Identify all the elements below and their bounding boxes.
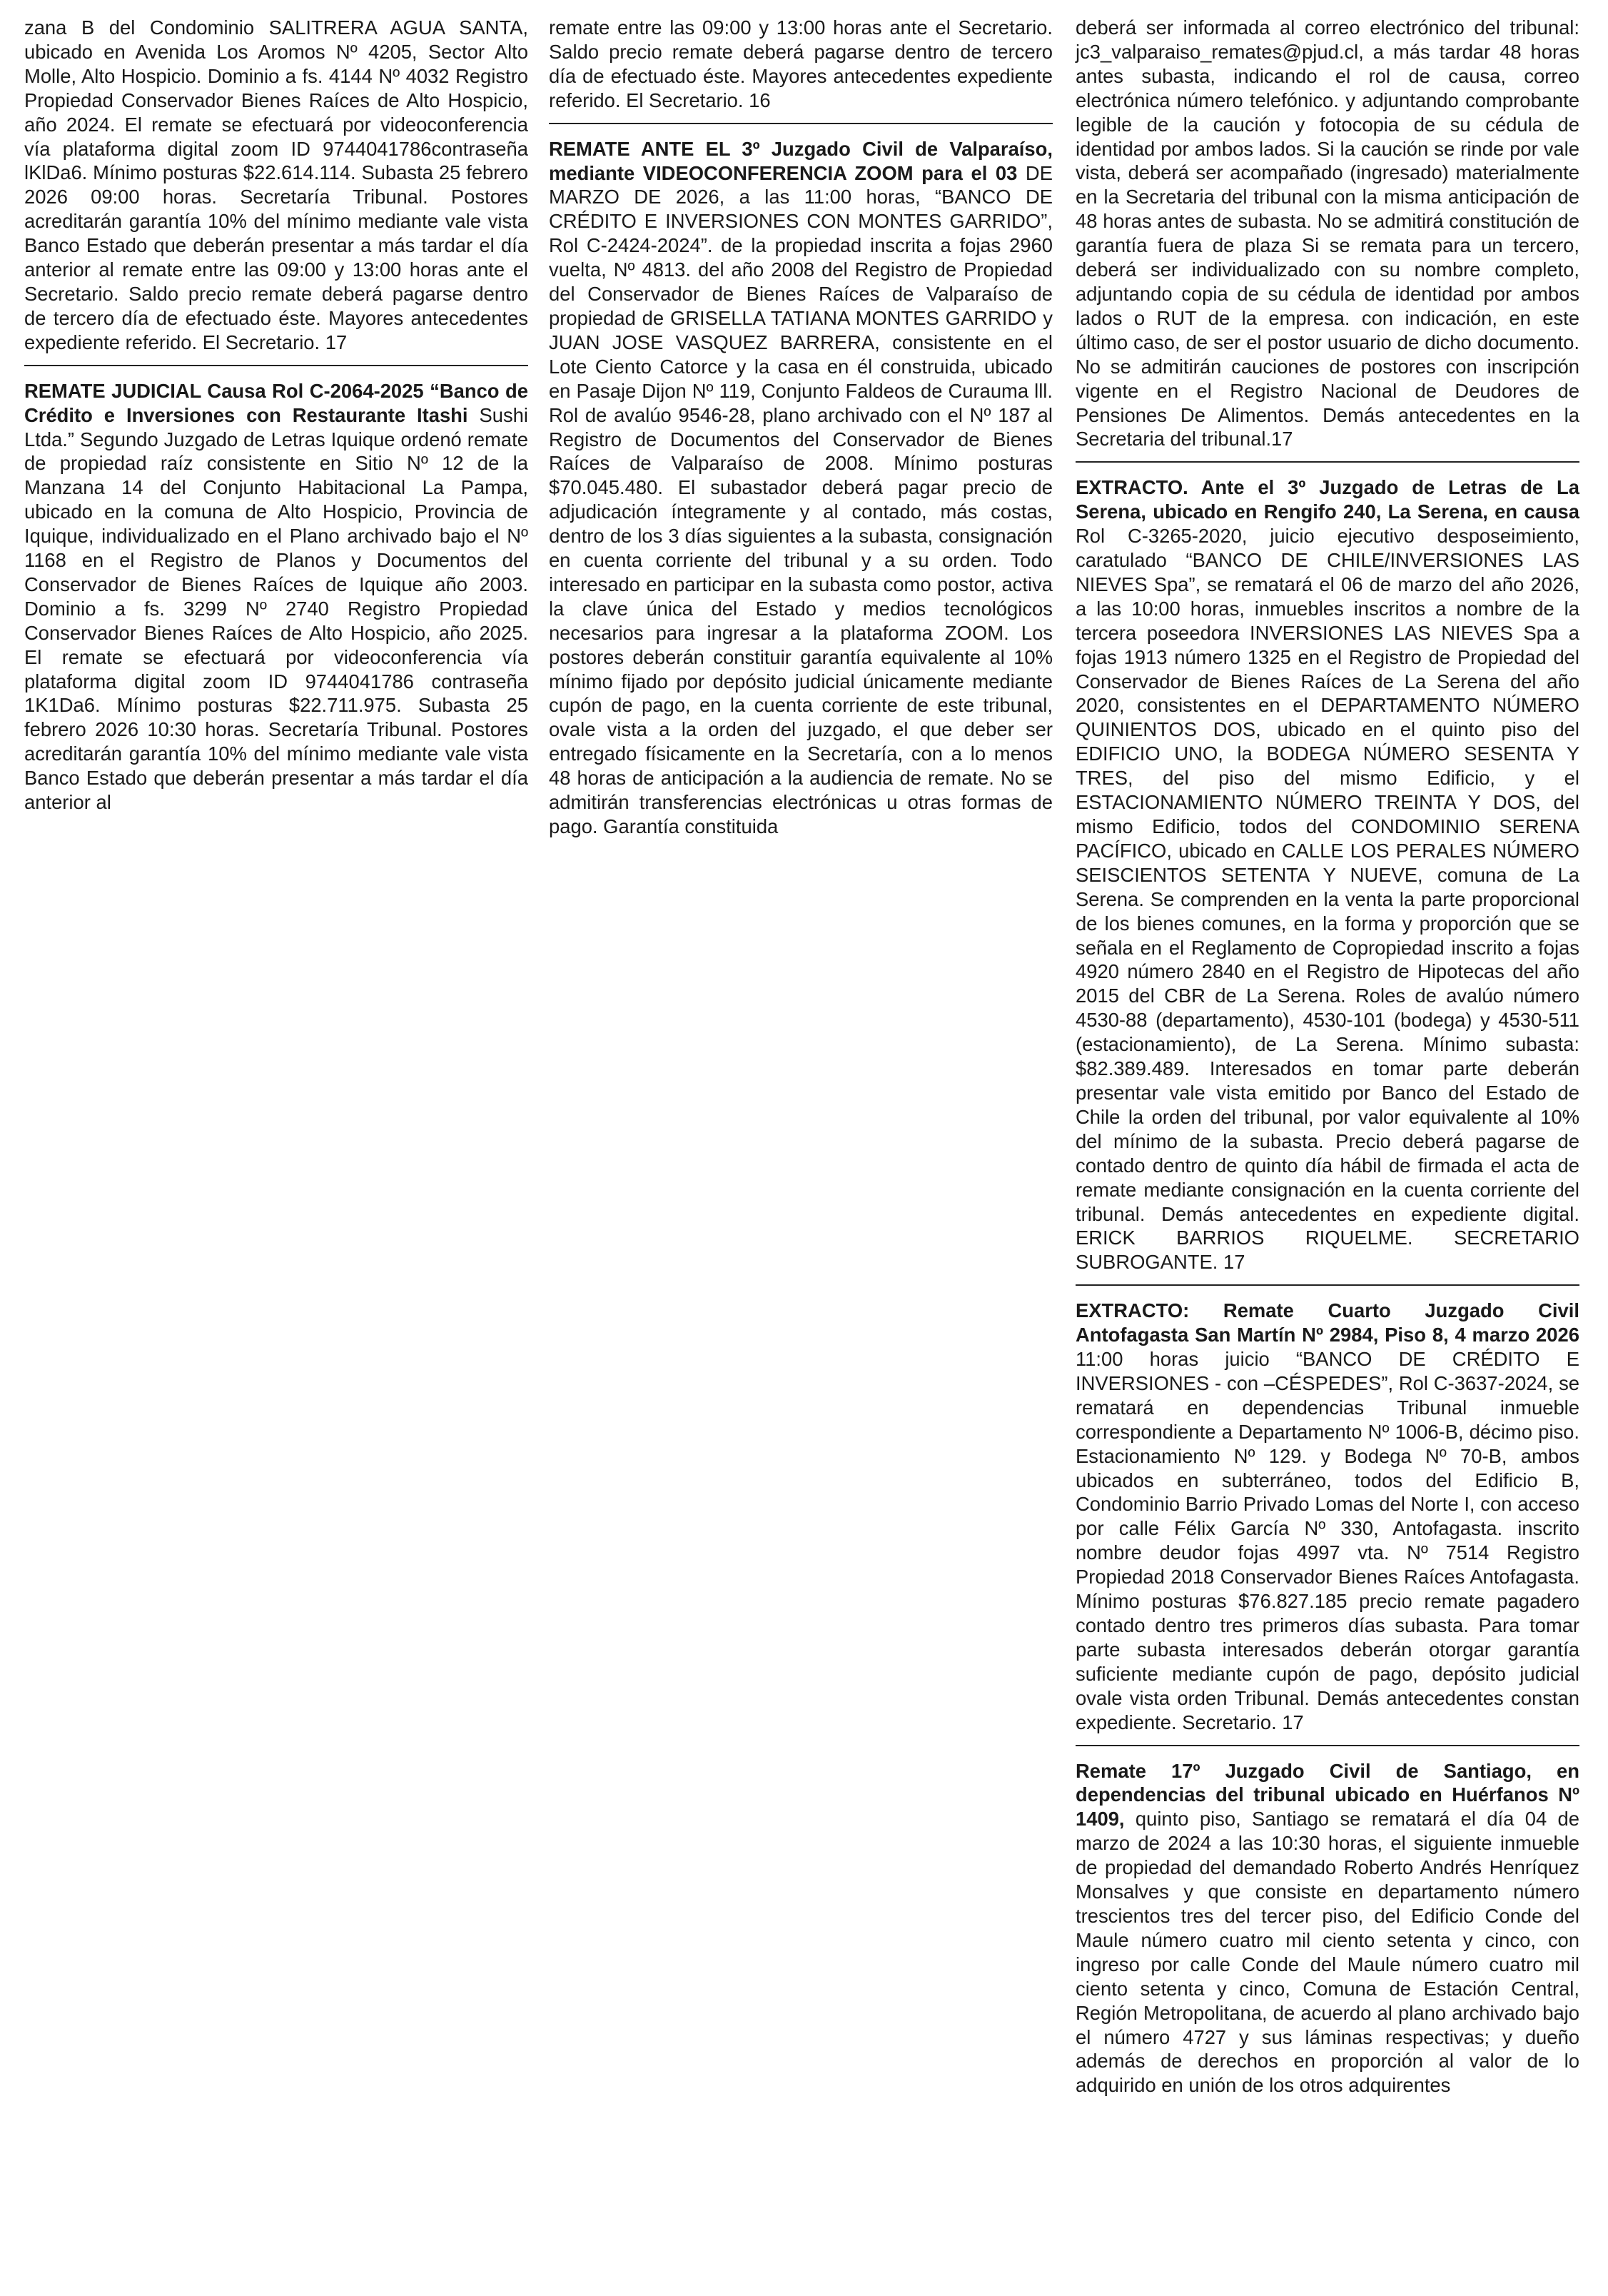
notice-body: Rol C-3265-2020, juicio ejecutivo desposeimiento, caratulado “BANCO DE CHILE/INVERSIONES LAS NIEVES Spa”, se rematará el 06 de marzo del año 2026, a las 10:00 horas, inmuebles inscritos a nombre de la tercera poseedora INVERSIONES LAS NIEVES Spa a fojas 1913 número 1325 en el Registro de Propiedad del Conservador de Bienes Raíces de La Serena del año 2020, consistentes en el DEPARTAMENTO NÚMERO QUINIENTOS DOS, ubicado en el quinto piso del EDIFICIO UNO, la BODEGA NÚMERO SESENTA Y TRES, del piso del mismo Edificio, y el ESTACIONAMIENTO NÚMERO TREINTA Y DOS, del mismo Edificio, todos del CONDOMINIO SERENA PACÍFICO, ubicado en CALLE LOS PERALES NÚMERO SEISCIENTOS SETENTA Y NUEVE, comuna de La Serena. Se comprenden en la venta la parte proporcional de los bienes comunes, en la forma y proporción que se señala en el Reglamento de Copropiedad inscrito a fojas 4920 número 2840 en el Registro de Hipotecas del año 2015 del CBR de La Serena. Roles de avalúo número 4530-88 (departamento), 4530-101 (bodega) y 4530-511 (estacionamiento), de La Serena. Mínimo subasta: $82.389.489. Interesados en tomar parte deberán presentar vale vista emitido por Banco del Estado de Chile la orden del tribunal, por valor equivalente al 10% del mínimo de la subasta. Precio deberá pagarse de contado dentro de quinto día hábil de firmada el acta de remate mediante consignación en la cuenta corriente del tribunal. Demás antecedentes en expediente digital. ERICK BARRIOS RIQUELME. SECRETARIO SUBROGANTE. 17	[1076, 525, 1579, 1274]
notice-body: deberá ser informada al correo electrónico del tribunal: jc3_valparaiso_remates@pjud.cl, a más tardar 48 horas antes subasta, indicando el rol de causa, correo electrónica número telefónico. y adjuntando comprobante legible de la caución y fotocopia de su cédula de identidad por ambos lados. Si la caución se rinde por vale vista, deberá ser acompañado (ingresado) materialmente en la Secretaria del tribunal con la misma anticipación de 48 horas antes de subasta. No se admitirá constitución de garantía fuera de plaza Si se remata para un tercero, deberá ser individualizado con su nombre completo, adjuntando copia de su cédula de identidad por ambos lados o RUT de la empresa. con indicación, en este último caso, de ser el postor usuario de dicho documento. No se admitirán cauciones de postores con inscripción vigente en el Registro Nacional de Deudores de Pensiones De Alimentos. Demás antecedentes en la Secretaria del tribunal.17	[1076, 16, 1579, 450]
notice-divider	[1076, 461, 1579, 463]
notice-body: DE MARZO DE 2026, a las 11:00 horas, “BANCO DE CRÉDITO E INVERSIONES CON MONTES GARRIDO”, Rol C-2424-2024”. de la propiedad inscrita a fojas 2960 vuelta, Nº 4813. del año 2008 del Registro de Propiedad del Conservador de Bienes Raíces de Valparaíso de propiedad de GRISELLA TATIANA MONTES GARRIDO y JUAN JOSE VASQUEZ BARRERA, consistente en el Lote Ciento Catorce y la casa en él construida, ubicado en Pasaje Dijon Nº 119, Conjunto Faldeos de Curauma lll. Rol de avalúo 9546-28, plano archivado con el Nº 187 al Registro de Documentos del Conservador de Bienes Raíces de Valparaíso de 2008. Mínimo posturas $70.045.480. El subastador deberá pagar precio de adjudicación íntegramente y al contado, más costas, dentro de los 3 días siguientes a la subasta, consignación en cuenta corriente del tribunal y a su orden. Todo interesado en participar en la subasta como postor, activa la clave única del Estado y medios tecnológicos necesarios para ingresar a la plataforma ZOOM. Los postores deberán constituir garantía equivalente al 10% mínimo fijado por depósito judicial únicamente mediante cupón de pago, en la cuenta corriente de este tribunal, ovale vista a la orden del juzgado, el que deber ser entregado físicamente en la Secretaría, con a lo menos 48 horas de anticipación a la audiencia de remate. No se admitirán transferencias electrónicas u otras formas de pago. Garantía constituida	[549, 161, 1053, 837]
notice-heading: REMATE ANTE EL 3º Juzgado Civil de Valparaíso, mediante VIDEOCONFERENCIA ZOOM para el 03	[549, 137, 1053, 184]
notice-divider	[24, 365, 528, 366]
notice-heading: EXTRACTO. Ante el 3º Juzgado de Letras de La Serena, ubicado en Rengifo 240, La Serena, en causa	[1076, 476, 1579, 523]
notice-text	[24, 16, 528, 355]
notice-text	[1076, 1299, 1579, 1734]
column-2	[549, 16, 1053, 839]
notice-heading: Remate 17º Juzgado Civil de Santiago, en dependencias del tribunal ubicado en Huérfanos Nº 1409,	[1076, 1759, 1579, 1831]
notice-body: Sushi Ltda.” Segundo Juzgado de Letras Iquique ordenó remate de propiedad raíz consistente en Sitio Nº 12 de la Manzana 14 del Conjunto Habitacional La Pampa, ubicado en la comuna de Alto Hospicio, Provincia de Iquique, individualizado en el Plano archivado bajo el Nº 1168 en el Registro de Planos y Documentos del Conservador de Bienes Raíces de Iquique año 2003. Dominio a fs. 3299 Nº 2740 Registro Propiedad Conservador Bienes Raíces de Alto Hospicio, año 2025. El remate se efectuará por videoconferencia vía plataforma digital zoom ID 9744041786 contraseña 1K1Da6. Mínimo posturas $22.711.975. Subasta 25 febrero 2026 10:30 horas. Secretaría Tribunal. Postores acreditarán garantía 10% del mínimo mediante vale vista Banco Estado que deberán presentar a más tardar el día anterior al	[24, 403, 528, 814]
notice-text	[24, 379, 528, 815]
notice-remate-valparaiso	[549, 137, 1053, 839]
notice-remate-iquique	[24, 379, 528, 815]
notice-body: zana B del Condominio SALITRERA AGUA SANTA, ubicado en Avenida Los Aromos Nº 4205, Sector Alto Molle, Alto Hospicio. Dominio a fs. 4144 Nº 4032 Registro Propiedad Conservador Bienes Raíces de Alto Hospicio, año 2024. El remate se efectuará por videoconferencia vía plataforma digital zoom ID 9744041786contraseña lKlDa6. Mínimo posturas $22.614.114. Subasta 25 febrero 2026 09:00 horas. Secretaría Tribunal. Postores acreditarán garantía 10% del mínimo mediante vale vista Banco Estado que deberán presentar a más tardar el día anterior al remate entre las 09:00 y 13:00 horas ante el Secretario. Saldo precio remate deberá pagarse dentro de tercero día de efectuado éste. Mayores antecedentes expediente referido. El Secretario. 17	[24, 16, 528, 353]
notice-text	[549, 16, 1053, 113]
notice-body: quinto piso, Santiago se rematará el día 04 de marzo de 2024 a las 10:30 horas, el siguiente inmueble de propiedad del demandado Roberto Andrés Henríquez Monsalves y que consiste en departamento número trescientos tres del tercer piso, del Edificio Conde del Maule número cuatro mil ciento setenta y cinco, con ingreso por calle Conde del Maule número cuatro mil ciento setenta y cinco, Comuna de Estación Central, Región Metropolitana, de acuerdo al plano archivado bajo el número 4727 y sus láminas respectivas; y dueño además de derechos en proporción al valor de lo adquirido en unión de los otros adquirentes	[1076, 1808, 1579, 2097]
notice-remate-santiago	[1076, 1759, 1579, 2098]
notice-continuation	[1076, 16, 1579, 451]
notice-divider	[1076, 1745, 1579, 1746]
notice-text	[1076, 1759, 1579, 2098]
notice-text	[1076, 16, 1579, 451]
notice-body: remate entre las 09:00 y 13:00 horas ante el Secretario. Saldo precio remate deberá pagarse dentro de tercero día de efectuado éste. Mayores antecedentes expediente referido. El Secretario. 16	[549, 16, 1053, 111]
notice-text	[1076, 475, 1579, 1274]
notice-divider	[549, 123, 1053, 124]
notice-continuation	[549, 16, 1053, 113]
notice-continuation	[24, 16, 528, 355]
column-3	[1076, 16, 1579, 2098]
notice-text	[549, 137, 1053, 839]
notice-divider	[1076, 1284, 1579, 1286]
column-1	[24, 16, 528, 815]
notice-heading: EXTRACTO: Remate Cuarto Juzgado Civil Antofagasta San Martín Nº 2984, Piso 8, 4 marzo 2026	[1076, 1299, 1579, 1346]
notice-extracto-la-serena	[1076, 475, 1579, 1274]
notice-body: 11:00 horas juicio “BANCO DE CRÉDITO E INVERSIONES - con –CÉSPEDES”, Rol C-3637-2024, se rematará en dependencias Tribunal inmueble correspondiente a Departamento Nº 1006-B, décimo piso. Estacionamiento Nº 129. y Bodega Nº 70-B, ambos ubicados en subterráneo, todos del Edificio B, Condominio Barrio Privado Lomas del Norte I, con acceso por calle Félix García Nº 330, Antofagasta. inscrito nombre deudor fojas 4997 vta. Nº 7514 Registro Propiedad 2018 Conservador Bienes Raíces Antofagasta. Mínimo posturas $76.827.185 precio remate pagadero contado dentro tres primeros días subasta. Para tomar parte subasta interesados deberán otorgar garantía suficiente mediante cupón de pago, depósito judicial ovale vista orden Tribunal. Demás antecedentes constan expediente. Secretario. 17	[1076, 1348, 1579, 1733]
notice-extracto-antofagasta	[1076, 1299, 1579, 1734]
notice-heading: REMATE JUDICIAL Causa Rol C-2064-2025 “Banco de Crédito e Inversiones con Restaurante Itashi	[24, 379, 528, 426]
